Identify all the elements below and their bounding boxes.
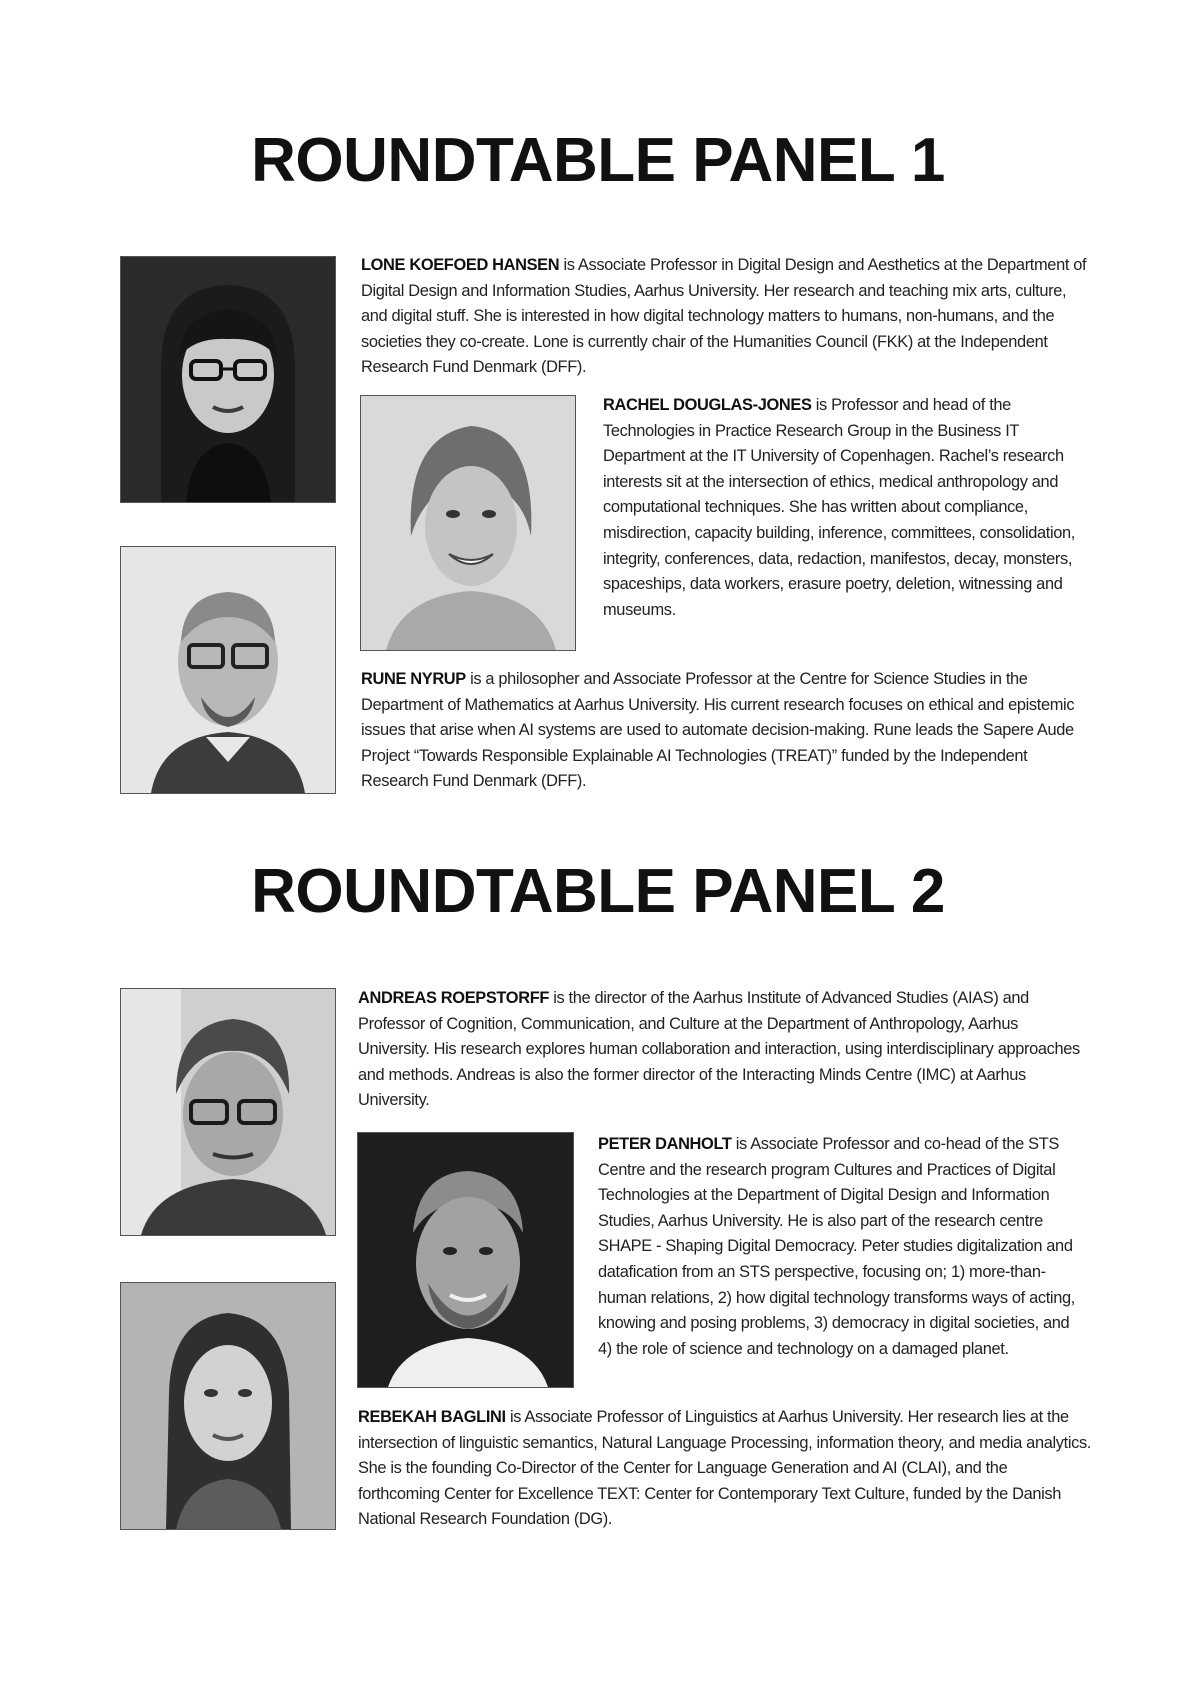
- bio-andreas-roepstorff: [358, 986, 1091, 1114]
- bio-rebekah-baglini: [358, 1405, 1091, 1533]
- bio-text-andreas-roepstorff: is the director of the Aarhus Institute of Advanced Studies (AIAS) and Professor of Cognition, Communication, and Culture at the Department of Anthropology, Aarhus University. His research explores human collaboration and interaction, using interdisciplinary approaches and methods. Andreas is also the former director of the Interacting Minds Centre (IMC) at Aarhus University.: [358, 989, 1080, 1110]
- name-andreas-roepstorff: ANDREAS ROEPSTORFF: [358, 989, 550, 1007]
- bio-rune-nyrup: [361, 667, 1091, 795]
- portrait-peter-danholt: [357, 1132, 574, 1388]
- bio-text-rebekah-baglini: is Associate Professor of Linguistics at Aarhus University. Her research lies at the intersection of linguistic semantics, Natural Language Processing, information theory, and media analytics. She is the founding Co-Director of the Center for Language Generation and AI (CLAI), and the forthcoming Center for Excellence TEXT: Center for Contemporary Text Culture, funded by the Danish National Research Foundation (DG).: [358, 1408, 1092, 1529]
- portrait-rachel-douglas-jones: [360, 395, 576, 651]
- bio-peter-danholt: [598, 1132, 1083, 1362]
- bio-text-lone-koefoed-hansen: is Associate Professor in Digital Design and Aesthetics at the Department of Digital Design and Information Studies, Aarhus University. Her research and teaching mix arts, culture, and digital stuff. She is interested in how digital technology matters to humans, non-humans, and the societies they co-create. Lone is currently chair of the Humanities Council (FKK) at the Independent Research Fund Denmark (DFF).: [361, 256, 1087, 377]
- name-peter-danholt: PETER DANHOLT: [598, 1135, 732, 1153]
- name-rune-nyrup: RUNE NYRUP: [361, 670, 466, 688]
- portrait-rebekah-baglini: [120, 1282, 336, 1530]
- name-lone-koefoed-hansen: LONE KOEFOED HANSEN: [361, 256, 560, 274]
- bio-rachel-douglas-jones: [603, 393, 1081, 623]
- portrait-andreas-roepstorff: [120, 988, 336, 1236]
- bio-lone-koefoed-hansen: [361, 253, 1091, 381]
- name-rachel-douglas-jones: RACHEL DOUGLAS-JONES: [603, 396, 812, 414]
- panel-2-title: ROUNDTABLE PANEL 2: [251, 857, 945, 926]
- bio-text-rachel-douglas-jones: is Professor and head of the Technologies in Practice Research Group in the Business IT Department at the IT University of Copenhagen. Rachel’s research interests sit at the intersection of ethics, medical anthropology and computational techniques. She has written about compliance, misdirection, capacity building, inference, committees, consolidation, integrity, conferences, data, redaction, manifestos, decay, monsters, spaceships, data workers, erasure poetry, deletion, witnessing and museums.: [603, 396, 1076, 619]
- bio-text-rune-nyrup: is a philosopher and Associate Professor at the Centre for Science Studies in the Department of Mathematics at Aarhus University. His current research focuses on ethical and epistemic issues that arise when AI systems are used to automate decision-making. Rune leads the Sapere Aude Project “Towards Responsible Explainable AI Technologies (TREAT)” funded by the Independent Research Fund Denmark (DFF).: [361, 670, 1075, 791]
- portrait-lone-koefoed-hansen: [120, 256, 336, 503]
- panel-1-title: ROUNDTABLE PANEL 1: [251, 126, 945, 195]
- name-rebekah-baglini: REBEKAH BAGLINI: [358, 1408, 506, 1426]
- portrait-rune-nyrup: [120, 546, 336, 794]
- bio-text-peter-danholt: is Associate Professor and co-head of the STS Centre and the research program Cultures and Practices of Digital Technologies at the Department of Digital Design and Information Studies, Aarhus University. He is also part of the research centre SHAPE - Shaping Digital Democracy. Peter studies digitalization and datafication from an STS perspective, focusing on; 1) more-than-human relations, 2) how digital technology transforms ways of acting, knowing and posing problems, 3) democracy in digital societies, and 4) the role of science and technology on a damaged planet.: [598, 1135, 1075, 1358]
